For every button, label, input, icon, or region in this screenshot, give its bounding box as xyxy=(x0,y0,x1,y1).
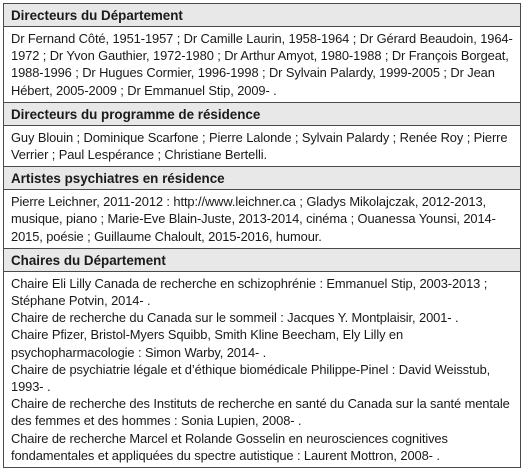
section-body-row xyxy=(4,125,521,166)
section-header-row xyxy=(4,102,521,125)
chair-item: Chaire de recherche Marcel et Rolande Gosselin en neurosciences cognitives fondamentales et appliquées du spectre autistique : Laurent Mottron, 2008- . xyxy=(11,430,448,463)
chair-item: Chaire Pfizer, Bristol-Myers Squibb, Smith Kline Beecham, Ely Lilly en psychopharmacologie : Simon Warby, 2014- . xyxy=(11,327,404,360)
section-header-residency-directors: Directeurs du programme de résidence xyxy=(4,102,521,125)
directors-list: Dr Fernand Côté, 1951-1957 ; Dr Camille Laurin, 1958-1964 ; Dr Gérard Beaudoin, 1964-1972 ; Dr Yvon Gauthier, 1972-1980 ; Dr Arthur Amyot, 1980-1988 ; Dr François Borgeat, 1988-1996 ; Dr Hugues Cormier, 1996-1998 ; Dr Sylvain Palardy, 1999-2005 ; Dr Jean Hébert, 2005-2009 ; Dr Emmanuel Stip, 2009- . xyxy=(4,27,521,103)
section-body-row xyxy=(4,271,521,467)
section-header-chairs: Chaires du Département xyxy=(4,248,521,271)
section-header-row xyxy=(4,4,521,27)
artists-list: Pierre Leichner, 2011-2012 : http://www.leichner.ca ; Gladys Mikolajczak, 2012-2013, musique, piano ; Marie-Eve Blain-Juste, 2013-2014, cinéma ; Ouanessa Younsi, 2014-2015, poésie ; Guillaume Chaloult, 2015-2016, humour. xyxy=(4,190,521,249)
section-body-row xyxy=(4,27,521,103)
chair-item: Chaire Eli Lilly Canada de recherche en schizophrénie : Emmanuel Stip, 2003-2013 ; Stéphane Potvin, 2014- . xyxy=(11,275,488,309)
chairs-list xyxy=(4,271,521,467)
chair-item: Chaire de recherche du Canada sur le sommeil : Jacques Y. Montplaisir, 2001- . xyxy=(11,310,459,326)
section-header-row xyxy=(4,248,521,271)
section-header-row xyxy=(4,167,521,190)
section-body-row xyxy=(4,190,521,249)
residency-directors-list: Guy Blouin ; Dominique Scarfone ; Pierre Lalonde ; Sylvain Palardy ; Renée Roy ; Pierre Verrier ; Paul Lespérance ; Christiane Bertelli. xyxy=(4,125,521,166)
section-header-artists: Artistes psychiatres en résidence xyxy=(4,167,521,190)
chair-item: Chaire de psychiatrie légale et d’éthique biomédicale Philippe-Pinel : David Weisstub, 1993- . xyxy=(11,361,491,395)
departments-table xyxy=(3,3,521,468)
section-header-directors: Directeurs du Département xyxy=(4,4,521,27)
chair-item: Chaire de recherche des Instituts de recherche en santé du Canada sur la santé mentale des femmes et des hommes : Sonia Lupien, 2008- . xyxy=(11,396,510,429)
